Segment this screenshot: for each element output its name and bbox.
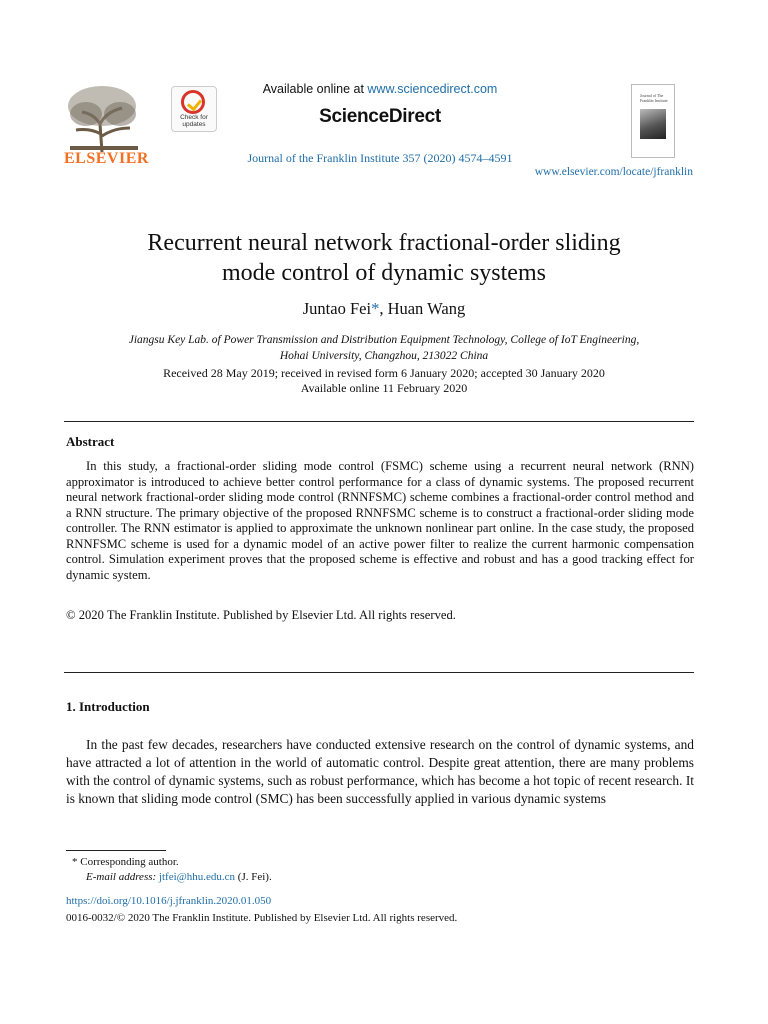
- article-title: [64, 228, 704, 288]
- available-online-line: [230, 82, 530, 96]
- article-dates: [64, 366, 704, 396]
- email-note: [86, 871, 272, 883]
- sciencedirect-brand: ScienceDirect: [319, 106, 441, 127]
- abstract-text: In this study, a fractional-order sliding mode control (FSMC) scheme using a recurrent neural network (RNN) approximator is introduced to achieve better control performance for a class of dynamic systems. The proposed recurrent neural network fractional-order sliding mode control (RNNFSMC) scheme combines a fractional-order control method and a RNN structure. The primary objective of the proposed RNNFSMC scheme is to construct a fractional-order sliding mode controller. The RNN estimator is applied to approximate the unknown nonlinear part online. In the case study, the proposed RNNFSMC scheme is used for a dynamic model of an active power filter to realize the current harmonic compensation control. Simulation experiment proves that the proposed scheme is effective and robust and has a good tracking effect for dynamic system.: [66, 459, 694, 582]
- email-label: E-mail address:: [86, 871, 157, 883]
- author-name: Juntao Fei: [302, 299, 372, 318]
- author-separator: ,: [379, 299, 388, 318]
- check-for-updates-badge[interactable]: [171, 86, 217, 132]
- doi-link[interactable]: https://doi.org/10.1016/j.jfranklin.2020.01.050: [66, 895, 272, 907]
- available-online-date: Available online 11 February 2020: [300, 381, 468, 395]
- elsevier-wordmark: ELSEVIER: [64, 150, 149, 167]
- section-heading: 1. Introduction: [66, 699, 150, 714]
- footnote-divider: [66, 850, 166, 851]
- title-line-1: Recurrent neural network fractional-order sliding: [147, 230, 621, 256]
- divider: [64, 672, 694, 673]
- available-online-prefix: Available online at: [262, 82, 368, 96]
- elsevier-tree-logo: [64, 84, 144, 154]
- corresponding-author-note: [72, 856, 179, 868]
- abstract-copyright: © 2020 The Franklin Institute. Published by Elsevier Ltd. All rights reserved.: [66, 608, 456, 622]
- check-updates-icon: [181, 90, 205, 114]
- journal-reference[interactable]: Journal of the Franklin Institute 357 (2020) 4574–4591: [247, 151, 513, 165]
- affiliation-line-2: Hohai University, Changzhou, 213022 China: [279, 350, 489, 362]
- journal-cover-thumbnail: [631, 84, 675, 158]
- footnote-mark: *: [72, 856, 78, 868]
- affiliation-line-1: Jiangsu Key Lab. of Power Transmission and Distribution Equipment Technology, College of IoT Engineering,: [128, 334, 640, 346]
- check-updates-label: Check for updates: [180, 114, 208, 128]
- corresponding-author-text: Corresponding author.: [80, 856, 179, 868]
- received-dates: Received 28 May 2019; received in revised form 6 January 2020; accepted 30 January 2020: [163, 366, 605, 380]
- email-suffix: (J. Fei).: [237, 871, 272, 883]
- cover-image: [640, 109, 666, 139]
- cover-title: Journal of The Franklin Institute: [640, 93, 668, 103]
- divider: [64, 421, 694, 422]
- journal-homepage-link[interactable]: www.elsevier.com/locate/jfranklin: [534, 166, 693, 178]
- email-link[interactable]: jtfei@hhu.edu.cn: [158, 871, 236, 883]
- affiliation: [64, 332, 704, 364]
- corresponding-mark-link[interactable]: *: [371, 299, 380, 318]
- author-list: [64, 299, 704, 319]
- issn-copyright: 0016-0032/© 2020 The Franklin Institute. Published by Elsevier Ltd. All rights reserved.: [66, 912, 458, 924]
- title-line-2: mode control of dynamic systems: [222, 260, 546, 286]
- author-name: Huan Wang: [387, 299, 466, 318]
- introduction-text: In the past few decades, researchers have conducted extensive research on the control of dynamic systems, and have attracted a lot of attention in the world of automatic control. Despite great attention, there are many problems with the control of dynamic systems, such as robust performance, which has become a hot topic of recent research. It is known that sliding mode control (SMC) has been successfully applied in various dynamic systems: [66, 737, 694, 806]
- abstract-heading: Abstract: [66, 434, 115, 449]
- sciencedirect-link[interactable]: www.sciencedirect.com: [367, 82, 498, 96]
